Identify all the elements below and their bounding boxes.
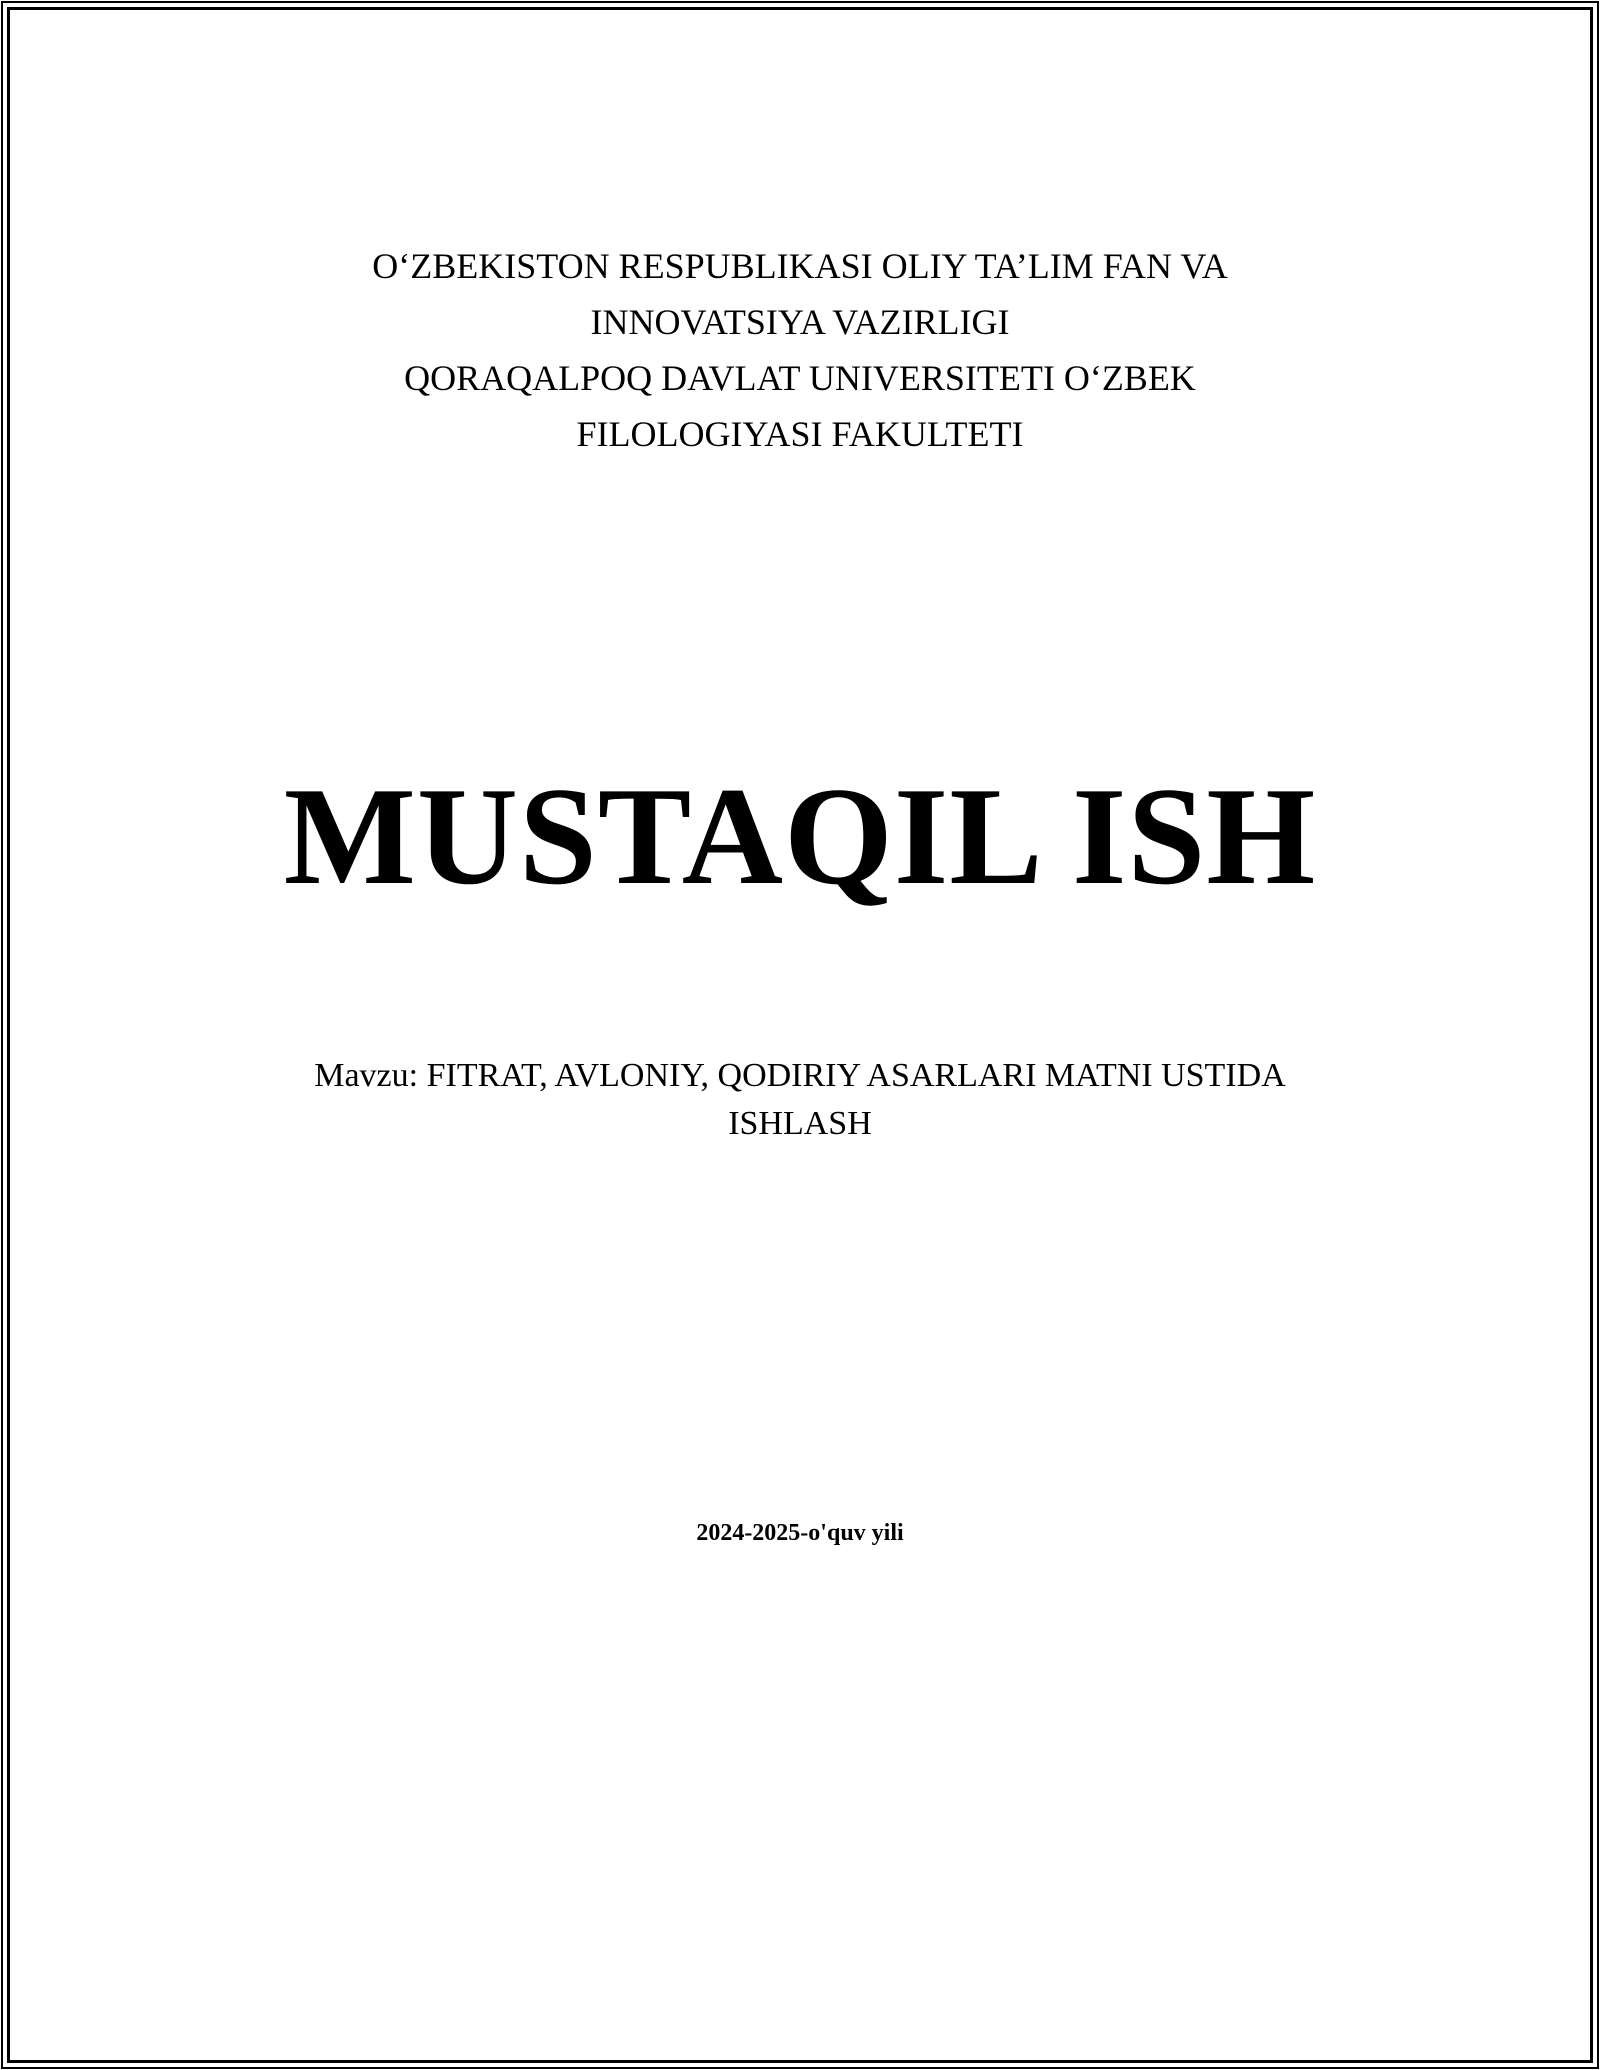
header-line-2: INNOVATSIYA VAZIRLIGI bbox=[590, 302, 1010, 342]
academic-year: 2024-2025-o'quv yili bbox=[696, 1520, 904, 1546]
header-line-3: QORAQALPOQ DAVLAT UNIVERSITETI O‘ZBEK bbox=[404, 358, 1196, 398]
topic bbox=[0, 1052, 1600, 1148]
topic-line-1: Mavzu: FITRAT, AVLONIY, QODIRIY ASARLARI MATNI USTIDA bbox=[314, 1057, 1286, 1094]
document-title: MUSTAQIL ISH bbox=[283, 759, 1317, 914]
ministry-header bbox=[0, 238, 1600, 462]
header-line-4: FILOLOGIYASI FAKULTETI bbox=[576, 414, 1024, 454]
topic-line-2: ISHLASH bbox=[728, 1105, 872, 1142]
header-line-1: O‘ZBEKISTON RESPUBLIKASI OLIY TA’LIM FAN VA bbox=[372, 246, 1228, 286]
